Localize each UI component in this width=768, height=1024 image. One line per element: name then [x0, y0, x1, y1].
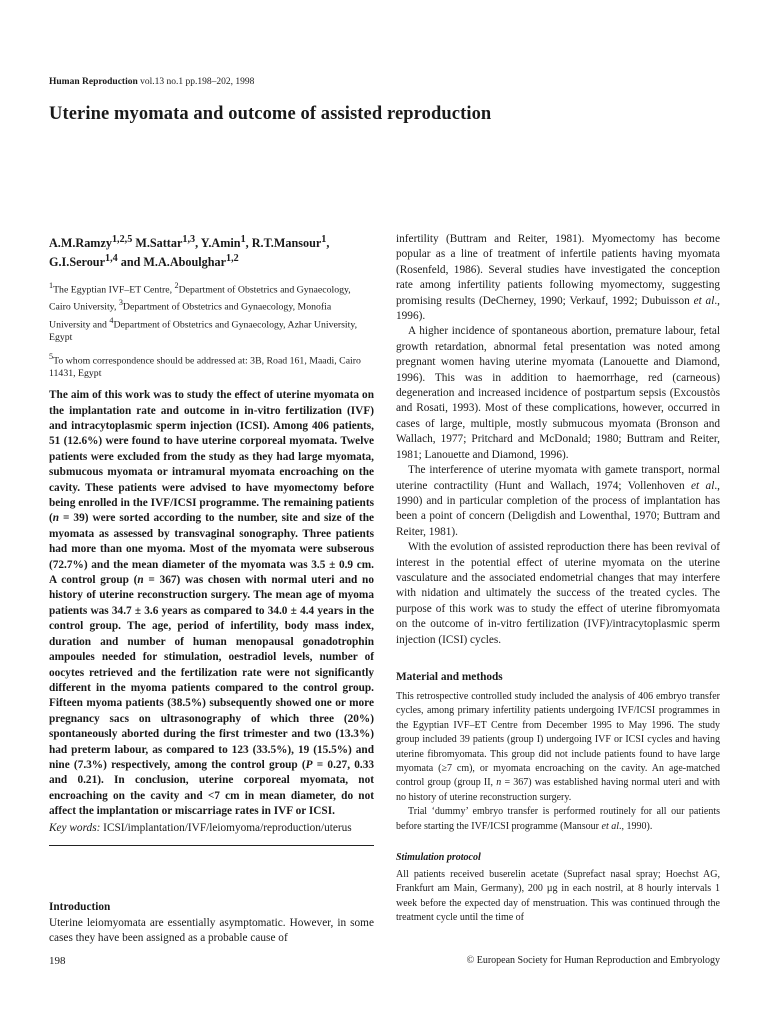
stimulation-heading: Stimulation protocol — [396, 852, 481, 864]
methods-text — [396, 690, 720, 834]
keywords — [49, 821, 374, 836]
page-number: 198 — [49, 955, 66, 967]
paragraph: The interference of uterine myomata with gamete transport, normal uterine contractility (Hunt and Wallach, 1974; Vollenhoven et al., 1990) and in particular completion of the process of implantation has been a point of concern (Deligdish and Lowenthal, 1970; Buttram and Reiter, 1981). — [396, 464, 721, 538]
paragraph: infertility (Buttram and Reiter, 1981). Myomectomy has become popular as a line of treatment of infertile patients having myomata (Rosenfeld, 1986). Several studies have investigated the conception rate among infertility patients following myomectomy, suggesting promising results (DeCherney, 1990; Verkauf, 1992; Dubuisson et al., 1996). — [396, 233, 721, 323]
copyright-notice: © European Society for Human Reproduction and Embryology — [466, 955, 720, 966]
keywords-label: Key words: — [49, 821, 101, 834]
right-column — [396, 232, 720, 926]
stimulation-text: All patients received buserelin acetate (Suprefact nasal spray; Hoechst AG, Frankfurt am Main, Germany), 200 µg in each nostril, at 8 hourly intervals 1 week before the expected day of menstruation. This was continued through the treatment cycle until the time of — [396, 869, 720, 924]
keywords-list: ICSI/implantation/IVF/leiomyoma/reproduction/uterus — [100, 821, 352, 834]
paragraph: With the evolution of assisted reproduction there has been revival of interest in the potential effect of uterine myomata on the uterine vasculature and the associated endometrial changes that may interfere with nidation and ultimately the success of the treated cycles. The purpose of this work was to study the effect of uterine fibromyomata on the outcome of in-vitro fertilization (IVF)/intracytoplasmic sperm injection (ICSI) cycles. — [396, 541, 720, 646]
methods-heading: Material and methods — [396, 670, 503, 683]
affiliations — [49, 279, 374, 380]
article-title: Uterine myomata and outcome of assisted reproduction — [49, 104, 492, 124]
left-column — [49, 232, 374, 846]
paragraph: This retrospective controlled study included the analysis of 406 embryo transfer cycles, among primary infertility patients undergoing IVF/ICSI programmes in the Egyptian IVF–ET Centre from December 1995 to May 1996. The study group included 39 patients (group I) undergoing IVF or ICSI cycles and having uterine fibromyomata. This group did not include patients found to have large myomata (≥7 cm), or myomata encroaching on the cavity. An age-matched control group (group II, n = 367) was established having normal uteri and with no history of uterine reconstruction surgery. — [396, 690, 720, 803]
introduction-heading: Introduction — [49, 901, 111, 913]
journal-name: Human Reproduction — [49, 77, 138, 87]
paragraph: Trial ‘dummy’ embryo transfer is performed routinely for all our patients before starting the IVF/ICSI programme (Mansour et al., 1990). — [396, 806, 720, 832]
journal-citation — [49, 77, 254, 87]
abstract: The aim of this work was to study the effect of uterine myomata on the implantation rate and outcome in in-vitro fertilization (IVF) and intracytoplasmic sperm injection (ICSI). Among 406 patients, 51 (12.6%) were found to have uterine corporeal myomata. Twelve patients were excluded from the study as they had large myomata, submucous myomata or intramural myomata encroaching on the cavity. These patients were advised to have myomectomy before being enrolled in the IVF/ICSI programme. The remaining patients (n = 39) were sorted according to the number, site and size of the myomata as assessed by transvaginal sonography. Three patients had more than one myoma. Most of the myomata were subserous (72.7%) and the mean diameter of the myomata was 3.5 ± 0.9 cm. A control group (n = 367) was chosen with normal uteri and no history of uterine reconstruction surgery. The mean age of myoma patients was 34.7 ± 3.6 years as compared to 34.0 ± 4.4 years in the control group. The age, period of infertility, body mass index, duration and number of human menopausal gonadotrophin ampoules needed for stimulation, oestradiol levels, number of oocytes retrieved and the fertilization rate were not significantly different in the myoma patients compared to the control group. Fifteen myoma patients (38.5%) subsequently showed one or more pregnancy sacs on ultrasonography of which three (20%) spontaneously aborted during the first trimester and two (13.3%) had preterm labour, as compared to 123 (33.5%), 19 (15.5%) and nine (7.3%) respectively, among the control group (P = 0.27, 0.33 and 0.21). In conclusion, uterine corporeal myomata, not encroaching on the cavity and <7 cm in mean diameter, do not affect the implantation or miscarriage rates in IVF or ICSI. — [49, 389, 374, 818]
paragraph: A higher incidence of spontaneous abortion, premature labour, fetal growth retardation, abnormal fetal presentation was noted among pregnant women having uterine myomata (Lanouette and Diamond, 1996). This was in addition to haemorrhage, red (carneous) degeneration and increased incidence of postpartum sepsis (Excoustòs and Rosati, 1993). Most of these complications, however, occurred in cases of large, multiple, mostly submucous myomata (Bronson and Wallach, 1977; Pritchard and McDonald; 1980; Buttram and Reiter, 1981; Lanouette and Diamond, 1996). — [396, 325, 720, 461]
section-divider — [49, 845, 374, 846]
introduction-continued — [396, 232, 720, 648]
author-list: A.M.Ramzy$^{1,2,5}$ M.Sattar$^{1,3}$, Y.Amin$^1$, R.T.Mansour$^1$, G.I.Serour$^{1,4}$ and M.A.Aboulghar$^{1,2}$ — [49, 234, 330, 270]
volume-info: vol.13 no.1 pp.198–202, 1998 — [137, 77, 255, 87]
correspondence-address: $^5$To whom correspondence should be addressed at: 3B, Road 161, Maadi, Cairo 11431, Egypt — [49, 351, 361, 380]
affiliation-text: $^1$The Egyptian IVF–ET Centre, $^2$Department of Obstetrics and Gynaecology, Cairo University, $^3$Department of Obstetrics and Gynaecology, Monofia University and $^4$Department of Obstetrics and Gynaecology, Azhar University, Egypt — [49, 281, 358, 343]
introduction-text: Uterine leiomyomata are essentially asymptomatic. However, in some cases they have been assigned as a probable cause of — [49, 917, 374, 945]
introduction-section — [49, 901, 374, 947]
